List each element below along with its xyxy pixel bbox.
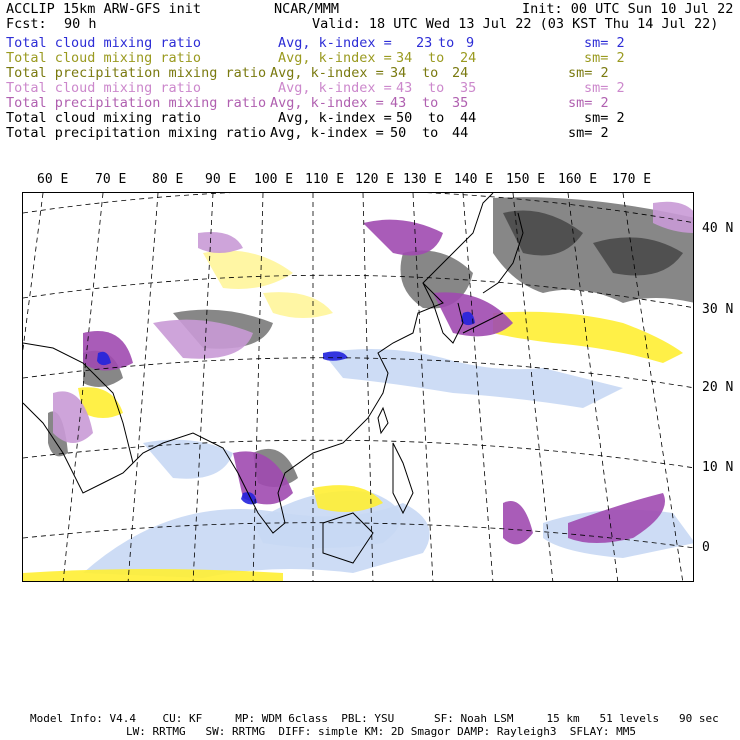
legend-to: 44 bbox=[452, 125, 469, 141]
legend-to: 24 bbox=[460, 50, 477, 66]
legend-to: 35 bbox=[460, 80, 477, 96]
legend-to: 44 bbox=[460, 110, 477, 126]
lon-label: 130 E bbox=[403, 172, 443, 187]
legend-avg: Avg, k-index = bbox=[270, 95, 384, 111]
lon-label: 140 E bbox=[454, 172, 494, 187]
legend-to-word: to bbox=[422, 95, 439, 111]
lon-label: 80 E bbox=[152, 172, 184, 187]
lon-label: 120 E bbox=[355, 172, 395, 187]
legend-from: 43 bbox=[390, 95, 407, 111]
legend-to-word: to bbox=[422, 125, 439, 141]
purple-precipitation-area bbox=[363, 220, 443, 256]
light-precipitation-area bbox=[263, 292, 333, 318]
lon-line-80e bbox=[128, 193, 158, 582]
legend-sm: sm= 2 bbox=[568, 125, 609, 141]
lon-label: 60 E bbox=[37, 172, 69, 187]
organization-label: NCAR/MMM bbox=[274, 1, 340, 17]
precipitation-band bbox=[493, 312, 683, 363]
legend-from: 23 bbox=[416, 35, 433, 51]
lat-label: 40 N bbox=[702, 221, 734, 236]
forecast-map bbox=[22, 192, 694, 582]
legend-field: Total cloud mixing ratio bbox=[6, 35, 202, 51]
legend-sm: sm= 2 bbox=[584, 80, 625, 96]
legend-avg: Avg, k-index = bbox=[278, 35, 392, 51]
light-precipitation-area bbox=[203, 251, 293, 290]
legend-from: 43 bbox=[396, 80, 413, 96]
legend-field: Total precipitation mixing ratio bbox=[6, 125, 267, 141]
legend-to-word: to bbox=[438, 35, 455, 51]
lat-label: 0 bbox=[702, 540, 710, 555]
thin-cloud-area bbox=[143, 440, 233, 479]
legend-to: 35 bbox=[452, 95, 469, 111]
legend-sm: sm= 2 bbox=[584, 35, 625, 51]
legend-avg: Avg, k-index = bbox=[278, 110, 392, 126]
legend-to-word: to bbox=[428, 80, 445, 96]
purple-precipitation-area bbox=[83, 331, 133, 371]
taiwan-coastline bbox=[378, 408, 388, 433]
lon-label: 110 E bbox=[305, 172, 345, 187]
legend-to-word: to bbox=[428, 50, 445, 66]
lon-line-60e bbox=[23, 193, 43, 582]
purple-precipitation-area bbox=[503, 501, 533, 544]
lon-label: 70 E bbox=[95, 172, 127, 187]
forecast-hour: 90 h bbox=[64, 16, 97, 32]
legend-field: Total cloud mixing ratio bbox=[6, 80, 202, 96]
legend-sm: sm= 2 bbox=[568, 65, 609, 81]
philippines-coastline bbox=[393, 443, 413, 513]
init-time: Init: 00 UTC Sun 10 Jul 22 bbox=[522, 1, 734, 17]
legend-from: 34 bbox=[396, 50, 413, 66]
valid-time: Valid: 18 UTC Wed 13 Jul 22 (03 KST Thu 14 Jul 22) bbox=[312, 16, 719, 32]
model-title: ACCLIP 15km ARW-GFS init bbox=[6, 1, 202, 17]
legend-avg: Avg, k-index = bbox=[278, 80, 392, 96]
legend-avg: Avg, k-index = bbox=[270, 65, 384, 81]
light-purple-area bbox=[198, 232, 243, 253]
legend-sm: sm= 2 bbox=[584, 50, 625, 66]
legend-sm: sm= 2 bbox=[584, 110, 625, 126]
legend-avg: Avg, k-index = bbox=[270, 125, 384, 141]
legend-from: 50 bbox=[390, 125, 407, 141]
model-info-line-1: Model Info: V4.4 CU: KF MP: WDM 6class PBL: YSU SF: Noah LSM 15 km 51 levels 90 sec bbox=[30, 712, 719, 725]
legend-field: Total precipitation mixing ratio bbox=[6, 65, 267, 81]
model-info-line-2: LW: RRTMG SW: RRTMG DIFF: simple KM: 2D Smagor DAMP: Rayleigh3 SFLAY: MM5 bbox=[126, 725, 636, 738]
lon-label: 150 E bbox=[506, 172, 546, 187]
lat-label: 20 N bbox=[702, 380, 734, 395]
forecast-label: Fcst: bbox=[6, 16, 47, 32]
forecast-map-svg bbox=[23, 193, 694, 582]
legend-avg: Avg, k-index = bbox=[278, 50, 392, 66]
lon-label: 90 E bbox=[205, 172, 237, 187]
legend-from: 34 bbox=[390, 65, 407, 81]
lon-label: 170 E bbox=[612, 172, 652, 187]
legend-to: 9 bbox=[466, 35, 475, 51]
lon-label: 160 E bbox=[558, 172, 598, 187]
lat-line-10n bbox=[23, 440, 694, 468]
legend-field: Total cloud mixing ratio bbox=[6, 50, 202, 66]
legend-from: 50 bbox=[396, 110, 413, 126]
lat-label: 10 N bbox=[702, 460, 734, 475]
legend-to-word: to bbox=[422, 65, 439, 81]
legend-field: Total precipitation mixing ratio bbox=[6, 95, 267, 111]
lat-label: 30 N bbox=[702, 302, 734, 317]
legend-field: Total cloud mixing ratio bbox=[6, 110, 202, 126]
lon-label: 100 E bbox=[254, 172, 294, 187]
legend-sm: sm= 2 bbox=[568, 95, 609, 111]
legend-to-word: to bbox=[428, 110, 445, 126]
legend-to: 24 bbox=[452, 65, 469, 81]
